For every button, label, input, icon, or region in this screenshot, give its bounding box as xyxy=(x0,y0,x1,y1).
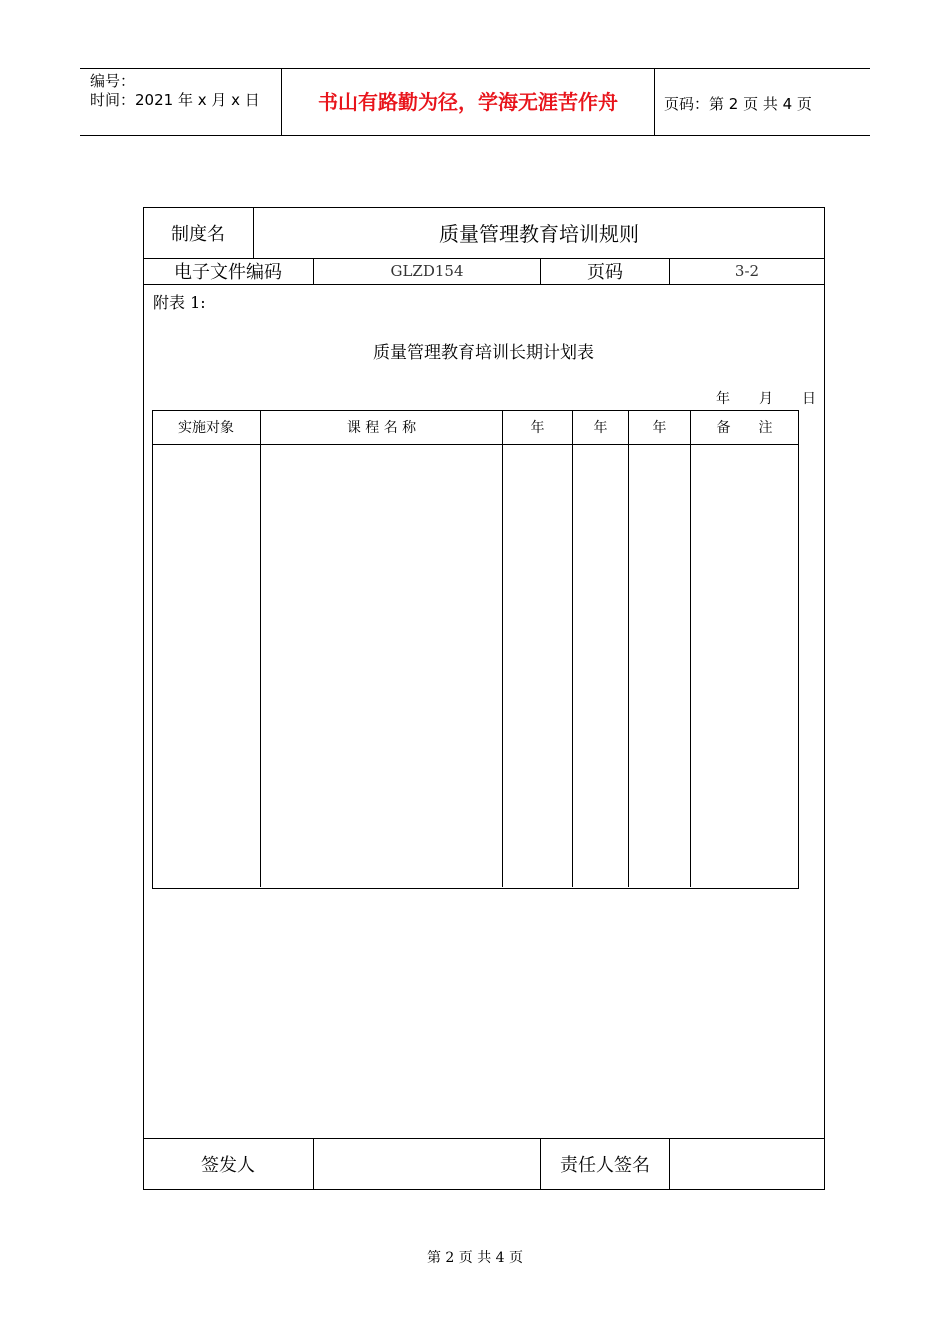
plan-header-year-3: 年 xyxy=(652,420,667,436)
form-rule-2 xyxy=(143,284,824,285)
plan-col-divider-1 xyxy=(260,410,261,887)
plan-header-course: 课 程 名 称 xyxy=(346,420,417,436)
date-month: 月 xyxy=(759,391,773,407)
page-label: 页码 xyxy=(587,262,623,283)
plan-col-divider-5 xyxy=(690,410,691,887)
file-code-label: 电子文件编码 xyxy=(174,262,282,283)
policy-name-value: 质量管理教育培训规则 xyxy=(439,222,639,246)
header-top-rule xyxy=(80,68,870,69)
page-footer: 第 2 页 共 4 页 xyxy=(426,1250,524,1266)
issuer-field[interactable] xyxy=(314,1139,540,1189)
page-value: 3-2 xyxy=(734,262,760,280)
plan-header-target: 实施对象 xyxy=(178,420,234,436)
plan-col-divider-4 xyxy=(628,410,629,887)
header-number-label: 编号： xyxy=(90,72,136,90)
plan-col-divider-3 xyxy=(572,410,573,887)
responsible-signature-label: 责任人签名 xyxy=(560,1155,650,1176)
plan-col-divider-2 xyxy=(502,410,503,887)
date-day: 日 xyxy=(802,391,816,407)
plan-header-remarks: 备 注 xyxy=(716,420,773,436)
policy-name-label: 制度名 xyxy=(171,223,225,245)
responsible-signature-field[interactable] xyxy=(670,1139,824,1189)
plan-table-header-rule xyxy=(152,444,799,445)
header-motto: 书山有路勤为径，学海无涯苦作舟 xyxy=(318,90,618,114)
plan-table-title: 质量管理教育培训长期计划表 xyxy=(373,343,594,363)
issuer-label: 签发人 xyxy=(201,1155,255,1176)
file-code-value: GLZD154 xyxy=(390,262,464,280)
date-year: 年 xyxy=(716,391,730,407)
plan-header-year-1: 年 xyxy=(530,420,545,436)
attachment-label: 附表 1: xyxy=(153,293,206,312)
header-page-info: 页码：第 2 页 共 4 页 xyxy=(664,95,812,113)
header-bottom-rule xyxy=(80,135,870,136)
plan-header-year-2: 年 xyxy=(593,420,608,436)
header-divider-right xyxy=(654,68,655,135)
plan-table xyxy=(152,410,799,889)
header-time-label: 时间：2021 年 x 月 x 日 xyxy=(90,91,260,109)
